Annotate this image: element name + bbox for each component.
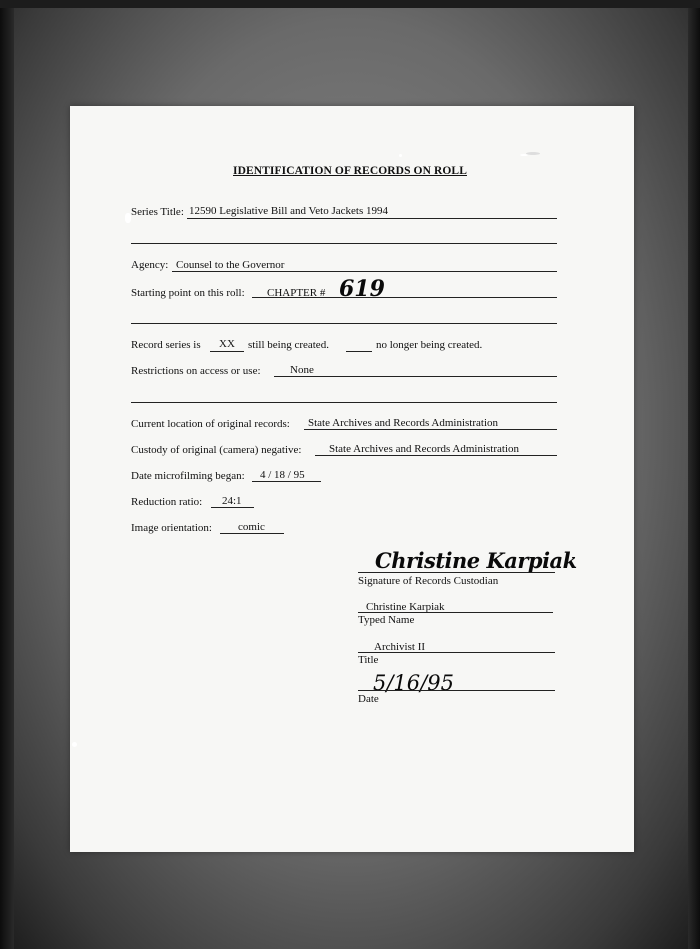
orientation-line <box>220 533 284 534</box>
agency-line <box>172 271 557 272</box>
starting-point-label: Starting point on this roll: <box>131 287 245 299</box>
records-form-sheet <box>70 106 634 852</box>
series-title-value: 12590 Legislative Bill and Veto Jackets 1994 <box>189 205 388 217</box>
orientation-value: comic <box>238 521 265 533</box>
still-being-created-line <box>210 351 244 352</box>
restrictions-label: Restrictions on access or use: <box>131 365 261 377</box>
title-line <box>358 652 555 653</box>
custody-label: Custody of original (camera) negative: <box>131 444 302 456</box>
no-longer-being-created-text: no longer being created. <box>376 339 483 351</box>
date-caption: Date <box>358 693 379 705</box>
date-began-value: 4 / 18 / 95 <box>260 469 305 481</box>
custody-line <box>315 455 557 456</box>
orientation-label: Image orientation: <box>131 522 212 534</box>
record-series-label: Record series is <box>131 339 201 351</box>
custody-value: State Archives and Records Administration <box>329 443 520 455</box>
current-location-label: Current location of original records: <box>131 418 290 430</box>
typed-name-caption: Typed Name <box>358 614 415 626</box>
restrictions-value: None <box>290 364 314 376</box>
agency-value: Counsel to the Governor <box>176 259 285 271</box>
date-handwritten: 5/16/95 <box>373 671 454 695</box>
date-began-label: Date microfilming began: <box>131 470 245 482</box>
date-began-line <box>252 481 321 482</box>
starting-point-line <box>252 297 557 298</box>
series-title-line-2 <box>131 243 557 244</box>
signature-line <box>358 572 555 573</box>
starting-point-value: CHAPTER # <box>267 287 326 299</box>
film-dust-speck <box>125 213 131 223</box>
current-location-value: State Archives and Records Administration <box>308 417 499 429</box>
current-location-line <box>304 429 557 430</box>
date-line <box>358 690 555 691</box>
restrictions-line-2 <box>131 402 557 403</box>
form-title: IDENTIFICATION OF RECORDS ON ROLL <box>233 165 467 177</box>
restrictions-line <box>274 376 557 377</box>
series-title-line <box>187 218 557 219</box>
film-frame-edge-left <box>0 0 14 949</box>
reduction-label: Reduction ratio: <box>131 496 203 508</box>
reduction-line <box>211 507 254 508</box>
series-title-label: Series Title: <box>131 206 184 218</box>
agency-label: Agency: <box>131 259 169 271</box>
film-scratch <box>526 152 540 155</box>
reduction-value: 24:1 <box>222 495 242 507</box>
no-longer-being-created-line <box>346 351 372 352</box>
film-dust-speck <box>72 742 77 747</box>
title-value: Archivist II <box>374 641 426 653</box>
starting-point-line-2 <box>131 323 557 324</box>
film-frame-edge-right <box>688 0 700 949</box>
starting-point-handwritten: 619 <box>339 276 385 302</box>
film-dust-speck <box>399 154 402 157</box>
still-being-created-text: still being created. <box>248 339 329 351</box>
typed-name-line <box>358 612 553 613</box>
title-caption: Title <box>358 654 379 666</box>
record-series-mark: XX <box>219 338 235 350</box>
typed-name-value: Christine Karpiak <box>366 601 445 613</box>
film-frame-edge-top <box>0 0 700 8</box>
signature-caption: Signature of Records Custodian <box>358 575 499 587</box>
custodian-signature-handwritten: Christine Karpiak <box>375 548 577 573</box>
